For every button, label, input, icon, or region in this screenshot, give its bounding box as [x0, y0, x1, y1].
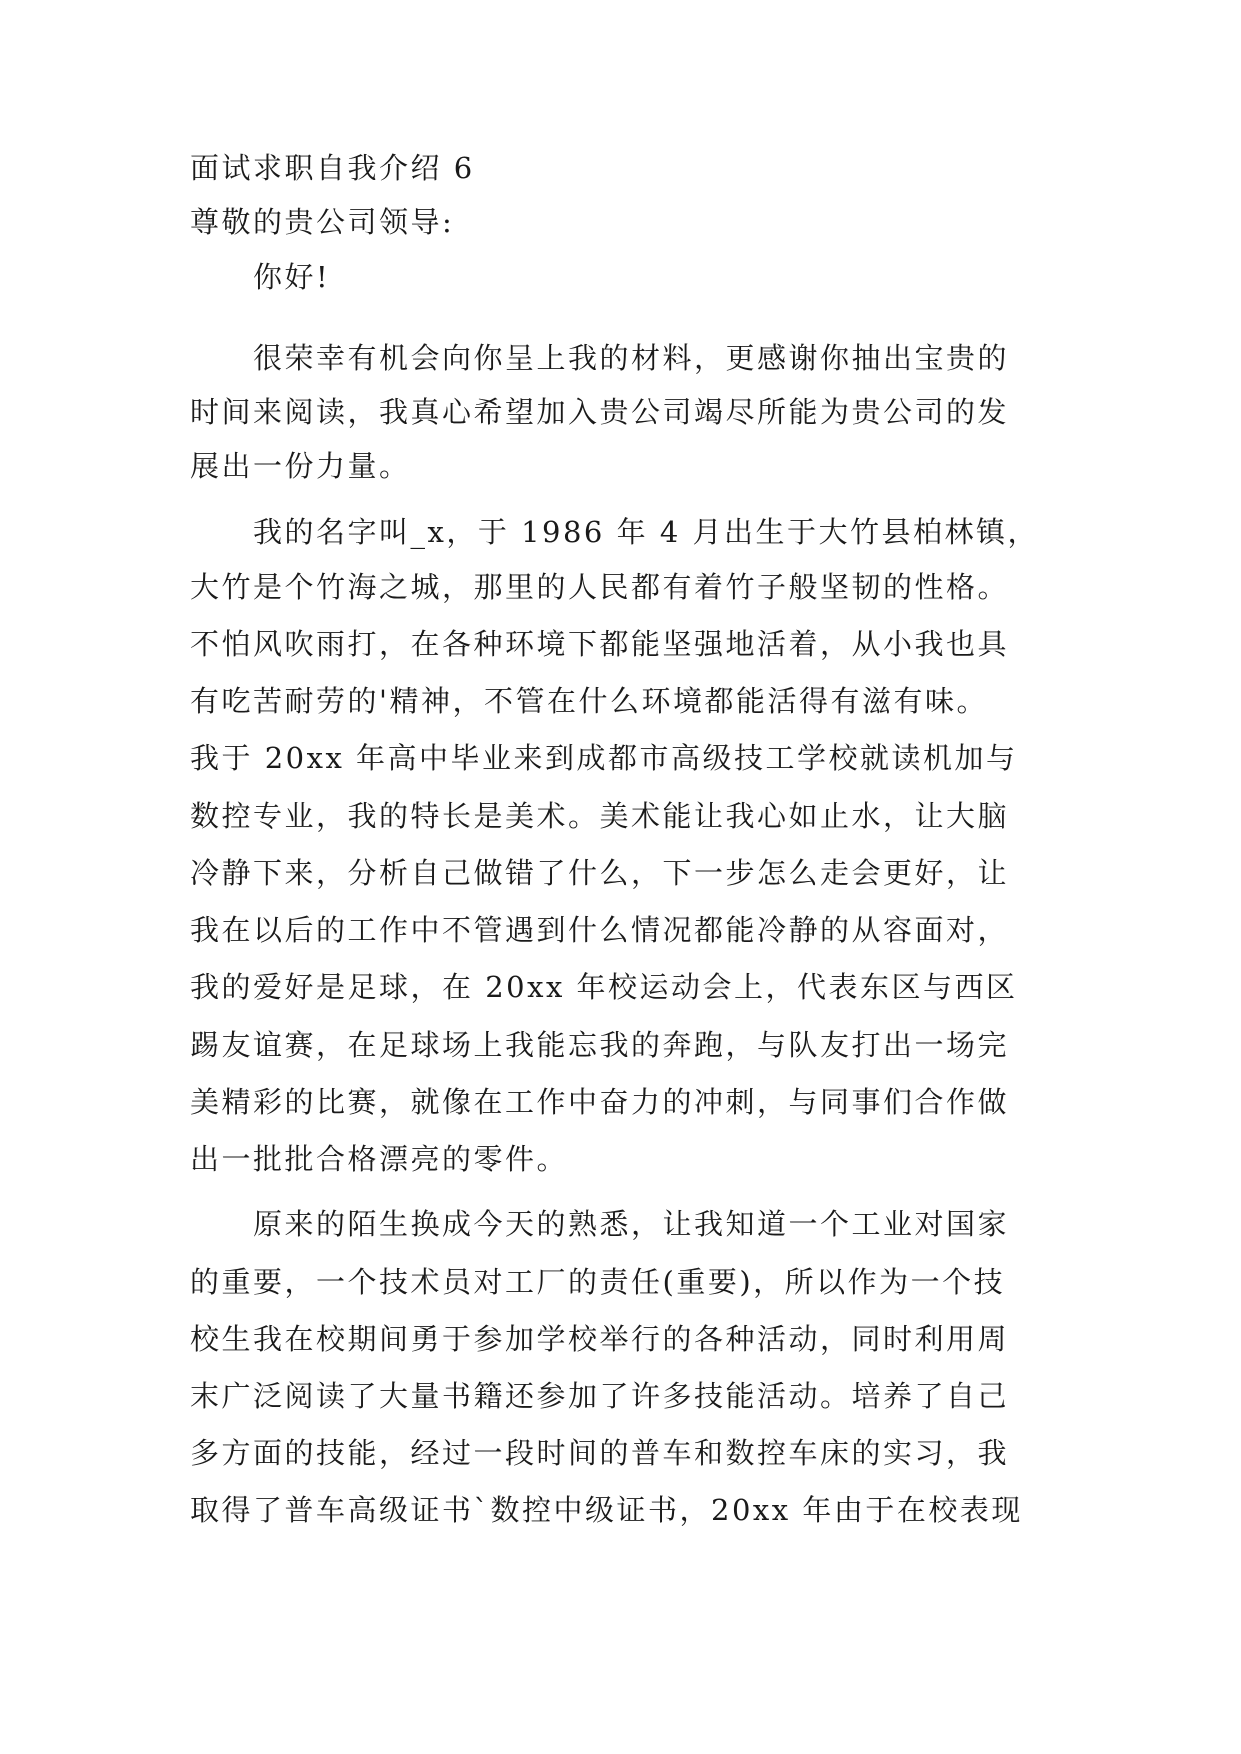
- paragraph-3-line: 末广泛阅读了大量书籍还参加了许多技能活动。培养了自己: [190, 1379, 1010, 1413]
- greeting: 你好!: [253, 260, 331, 294]
- paragraph-3-line: 校生我在校期间勇于参加学校举行的各种活动，同时利用周: [190, 1322, 1010, 1356]
- paragraph-1-line: 很荣幸有机会向你呈上我的材料，更感谢你抽出宝贵的: [253, 341, 1010, 375]
- paragraph-2-line: 我于 20xx 年高中毕业来到成都市高级技工学校就读机加与: [190, 741, 1018, 775]
- salutation: 尊敬的贵公司领导:: [190, 205, 455, 239]
- paragraph-2-line: 大竹是个竹海之城，那里的人民都有着竹子般坚韧的性格。: [190, 570, 1010, 604]
- paragraph-2-line: 不怕风吹雨打，在各种环境下都能坚强地活着，从小我也具: [190, 627, 1010, 661]
- paragraph-2-line: 美精彩的比赛，就像在工作中奋力的冲刺，与同事们合作做: [190, 1085, 1010, 1119]
- paragraph-3-line: 的重要，一个技术员对工厂的责任(重要)，所以作为一个技: [190, 1265, 1006, 1299]
- paragraph-3-line: 多方面的技能，经过一段时间的普车和数控车床的实习，我: [190, 1436, 1010, 1470]
- document-title: 面试求职自我介绍 6: [190, 151, 475, 185]
- paragraph-2-line: 出一批批合格漂亮的零件。: [190, 1142, 569, 1176]
- paragraph-2-line: 有吃苦耐劳的'精神，不管在什么环境都能活得有滋有味。: [190, 684, 988, 718]
- paragraph-3-line: 原来的陌生换成今天的熟悉，让我知道一个工业对国家: [253, 1207, 1010, 1241]
- paragraph-2-line: 踢友谊赛，在足球场上我能忘我的奔跑，与队友打出一场完: [190, 1028, 1010, 1062]
- paragraph-3-line: 取得了普车高级证书`数控中级证书，20xx 年由于在校表现: [190, 1493, 1023, 1527]
- paragraph-1-line: 时间来阅读，我真心希望加入贵公司竭尽所能为贵公司的发: [190, 395, 1010, 429]
- paragraph-2-line: 数控专业，我的特长是美术。美术能让我心如止水，让大脑: [190, 799, 1010, 833]
- paragraph-2-line: 冷静下来，分析自己做错了什么，下一步怎么走会更好，让: [190, 856, 1010, 890]
- paragraph-2-line: 我的名字叫_x，于 1986 年 4 月出生于大竹县柏林镇，: [253, 515, 1039, 549]
- paragraph-2-line: 我的爱好是足球，在 20xx 年校运动会上，代表东区与西区: [190, 970, 1018, 1004]
- paragraph-2-line: 我在以后的工作中不管遇到什么情况都能冷静的从容面对，: [190, 913, 1010, 947]
- paragraph-1-line: 展出一份力量。: [190, 449, 411, 483]
